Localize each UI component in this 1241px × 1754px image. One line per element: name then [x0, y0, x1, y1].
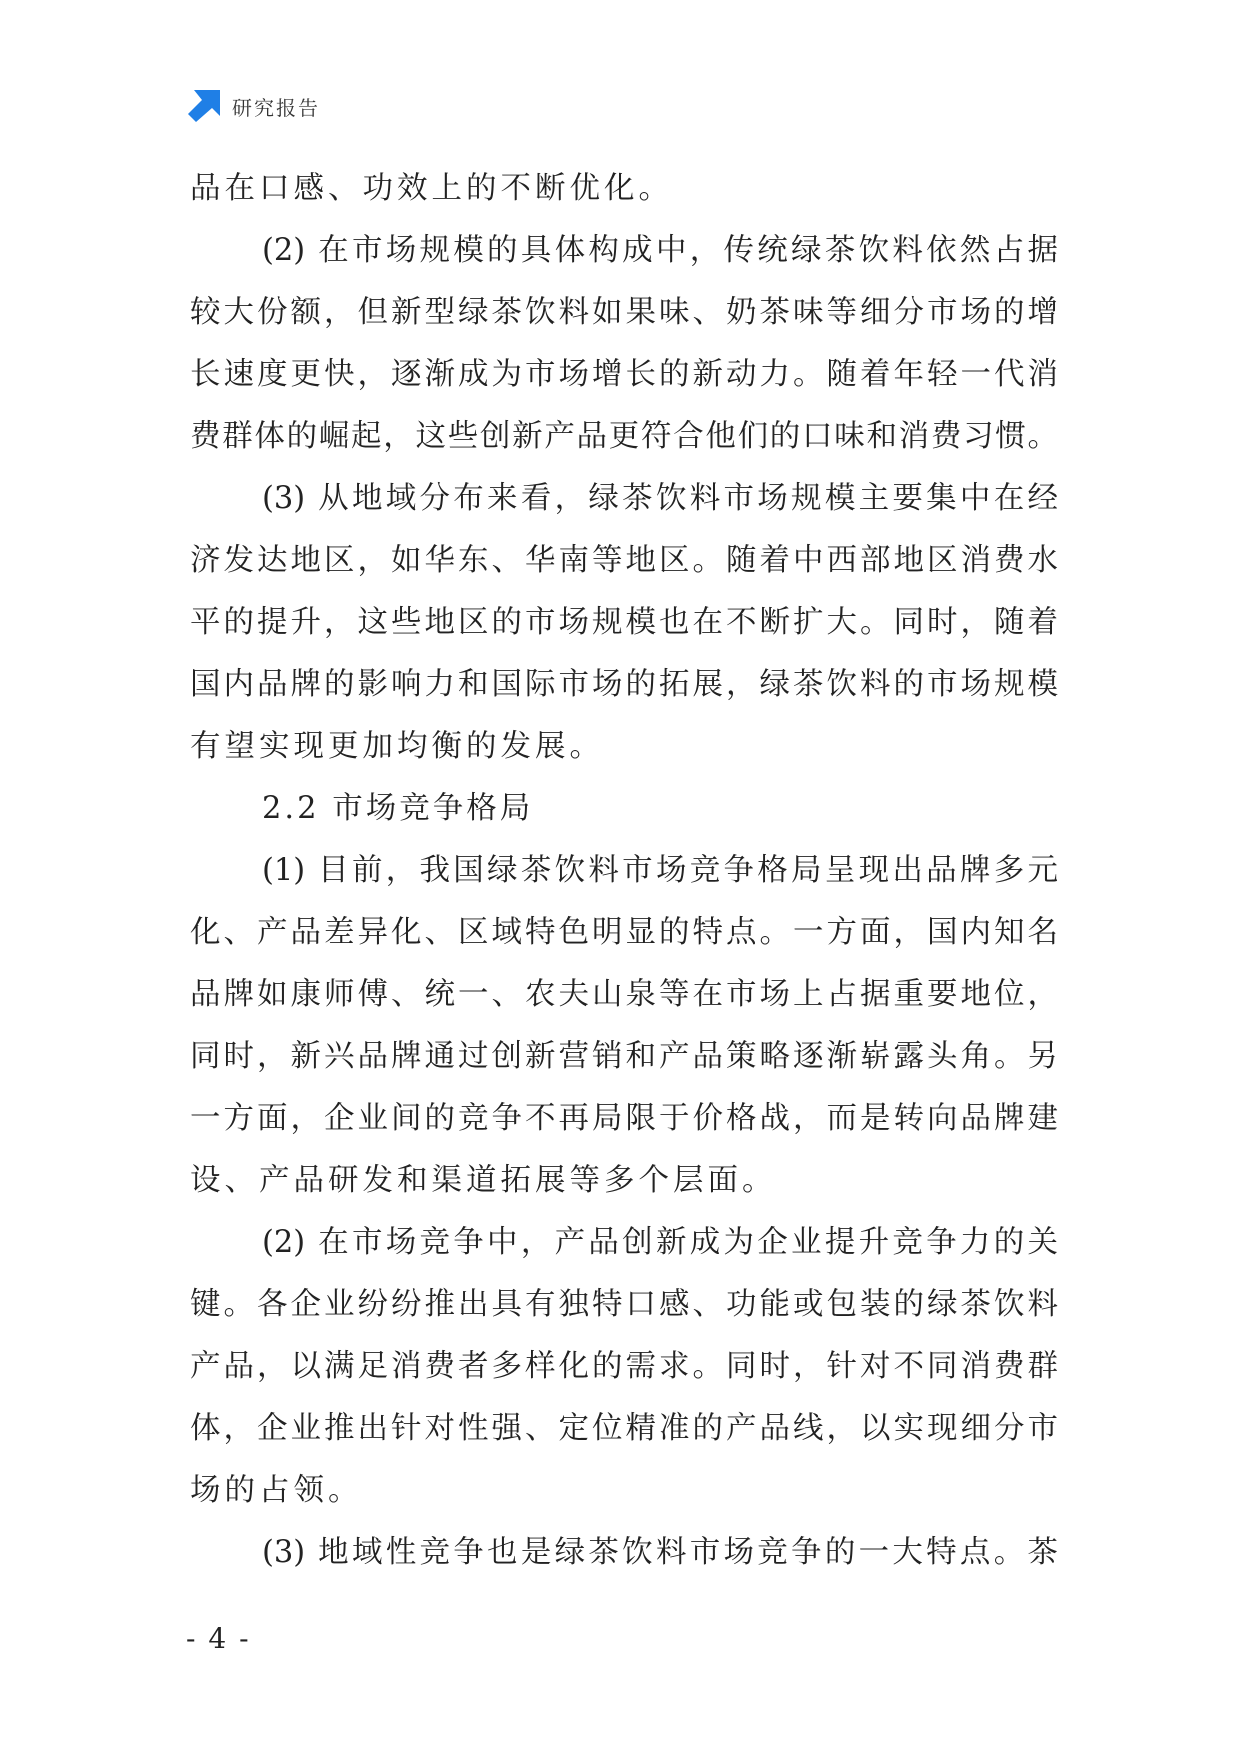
text-line: 平的提升，这些地区的市场规模也在不断扩大。同时，随着 — [190, 605, 1058, 640]
page-header — [188, 88, 320, 124]
text-line: 产品，以满足消费者多样化的需求。同时，针对不同消费群 — [190, 1349, 1058, 1384]
text-line: (1) 目前，我国绿茶饮料市场竞争格局呈现出品牌多元 — [262, 853, 1058, 888]
text-line: (3) 地域性竞争也是绿茶饮料市场竞争的一大特点。茶 — [262, 1535, 1058, 1570]
text-line: 济发达地区，如华东、华南等地区。随着中西部地区消费水 — [190, 543, 1058, 578]
text-line: 键。各企业纷纷推出具有独特口感、功能或包装的绿茶饮料 — [190, 1287, 1058, 1322]
text-line: 有望实现更加均衡的发展。 — [190, 729, 604, 764]
page-number: - 4 - — [186, 1622, 251, 1655]
text-line: (2) 在市场竞争中，产品创新成为企业提升竞争力的关 — [262, 1225, 1058, 1260]
text-line: 设、产品研发和渠道拓展等多个层面。 — [190, 1163, 777, 1198]
text-line: (2) 在市场规模的具体构成中，传统绿茶饮料依然占据 — [262, 233, 1058, 268]
section-heading: 2.2 市场竞争格局 — [262, 791, 534, 826]
text-line: 费群体的崛起，这些创新产品更符合他们的口味和消费习惯。 — [190, 419, 1058, 454]
text-line: 同时，新兴品牌通过创新营销和产品策略逐渐崭露头角。另 — [190, 1039, 1058, 1074]
text-line: 品牌如康师傅、统一、农夫山泉等在市场上占据重要地位， — [190, 977, 1058, 1012]
text-line: (3) 从地域分布来看，绿茶饮料市场规模主要集中在经 — [262, 481, 1058, 516]
text-line: 长速度更快，逐渐成为市场增长的新动力。随着年轻一代消 — [190, 357, 1058, 392]
text-line: 场的占领。 — [190, 1473, 363, 1508]
text-line: 国内品牌的影响力和国际市场的拓展，绿茶饮料的市场规模 — [190, 667, 1058, 702]
document-body — [190, 158, 1058, 1584]
text-line: 较大份额，但新型绿茶饮料如果味、奶茶味等细分市场的增 — [190, 295, 1058, 330]
text-line: 一方面，企业间的竞争不再局限于价格战，而是转向品牌建 — [190, 1101, 1058, 1136]
text-line: 体，企业推出针对性强、定位精准的产品线，以实现细分市 — [190, 1411, 1058, 1446]
arrow-up-right-icon — [188, 90, 220, 122]
text-line: 化、产品差异化、区域特色明显的特点。一方面，国内知名 — [190, 915, 1058, 950]
report-label: 研究报告 — [232, 95, 320, 120]
text-line: 品在口感、功效上的不断优化。 — [190, 171, 673, 206]
